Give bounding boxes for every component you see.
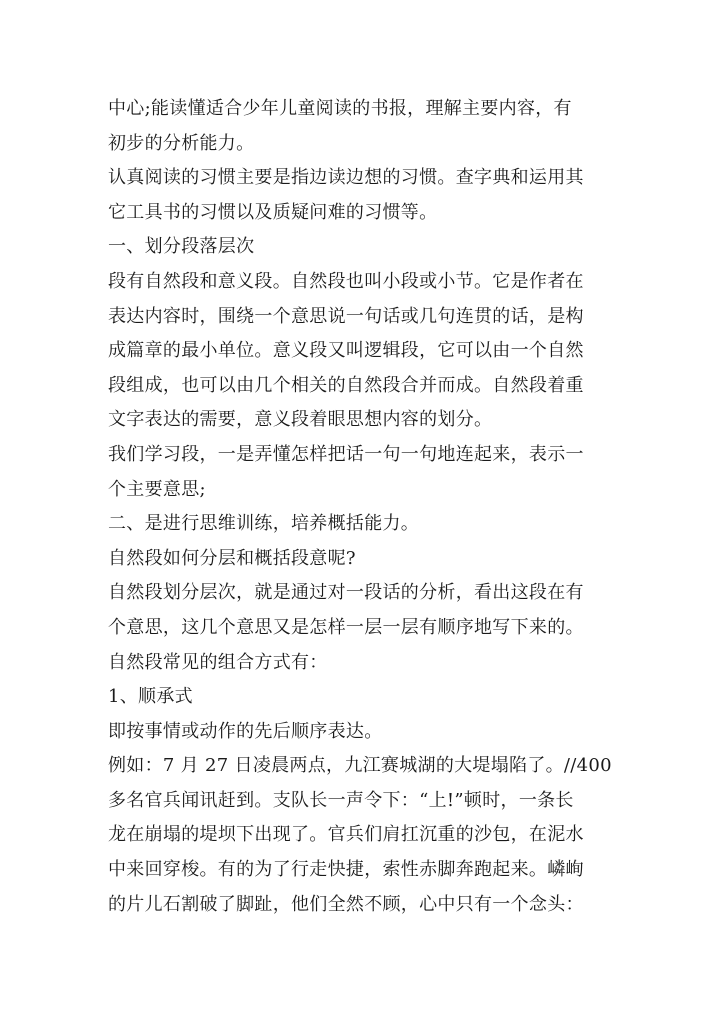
text-line: 中心;能读懂适合少年儿童阅读的书报，理解主要内容，有	[108, 98, 572, 119]
text-line: 自然段划分层次，就是通过对一段话的分析，看出这段在有	[108, 582, 584, 604]
text-line: 文字表达的需要，意义段着眼思想内容的划分。	[108, 409, 493, 431]
text-line: 初步的分析能力。	[108, 132, 255, 154]
text-line: 中来回穿梭。有的为了行走快捷，索性赤脚奔跑起来。嶙峋	[108, 859, 584, 881]
text-line: 自然段常见的组合方式有：	[108, 651, 328, 673]
text-line: 的片儿石割破了脚趾，他们全然不顾，心中只有一个念头：	[108, 893, 584, 915]
text-line: 即按事情或动作的先后顺序表达。	[108, 720, 383, 742]
text-line: 成篇章的最小单位。意义段又叫逻辑段，它可以由一个自然	[108, 340, 584, 362]
text-line: 段组成，也可以由几个相关的自然段合并而成。自然段着重	[108, 374, 584, 396]
text-line: 多名官兵闻讯赶到。支队长一声令下：“上!”顿时，一条长	[108, 789, 574, 811]
text-line: 个主要意思;	[108, 478, 206, 500]
text-line: 自然段如何分层和概括段意呢?	[108, 547, 356, 569]
text-line: 它工具书的习惯以及质疑问难的习惯等。	[108, 201, 438, 223]
section-heading: 一、划分段落层次	[108, 236, 255, 258]
text-line: 段有自然段和意义段。自然段也叫小段或小节。它是作者在	[108, 270, 584, 292]
text-line: 认真阅读的习惯主要是指边读边想的习惯。查字典和运用其	[108, 167, 584, 189]
text-line: 龙在崩塌的堤坝下出现了。官兵们肩扛沉重的沙包，在泥水	[108, 824, 584, 846]
text-line: 表达内容时，围绕一个意思说一句话或几句连贯的话，是构	[108, 305, 584, 327]
document-body	[108, 92, 628, 922]
text-line: 我们学习段，一是弄懂怎样把话一句一句地连起来，表示一	[108, 443, 584, 465]
text-line: 个意思，这几个意思又是怎样一层一层有顺序地写下来的。	[108, 616, 584, 638]
subsection-heading: 1、顺承式	[108, 686, 193, 708]
section-heading: 二、是进行思维训练，培养概括能力。	[108, 513, 420, 535]
text-line: 例如：7 月 27 日凌晨两点，九江赛城湖的大堤塌陷了。//400	[108, 755, 612, 777]
